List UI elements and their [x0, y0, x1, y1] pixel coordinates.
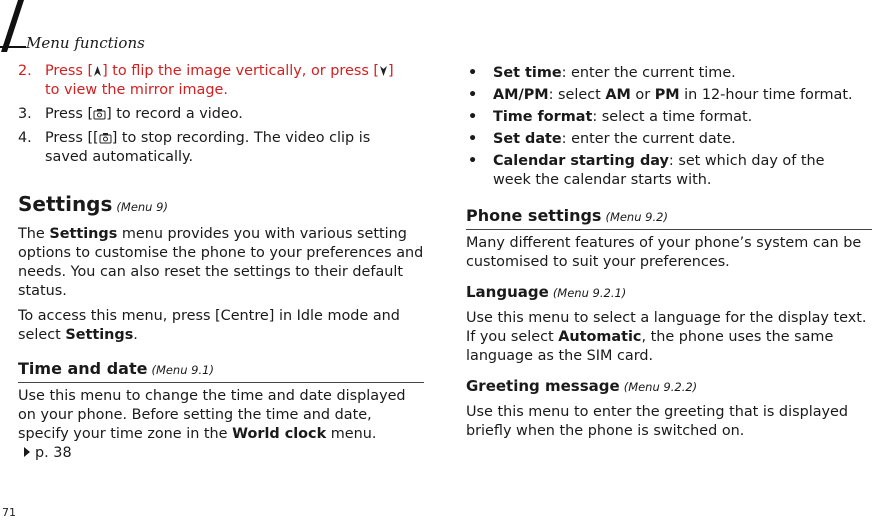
bullet-set-date	[466, 130, 872, 149]
settings-heading	[18, 192, 424, 217]
bullet-term: Calendar starting day	[493, 153, 669, 169]
text: menu provides you with various setting options to customise the phone to your preferences and needs. You can also reset the settings to their default status.	[18, 226, 424, 299]
bullet-dot: •	[468, 153, 478, 169]
header-slash-mark	[0, 0, 26, 52]
language-heading	[466, 283, 872, 303]
step-number: 4.	[18, 130, 32, 146]
time-date-paragraph	[18, 387, 424, 463]
bullet-term: Set date	[493, 131, 562, 147]
bullet-dot: •	[468, 131, 478, 147]
step-text: ] to record a video.	[106, 106, 243, 122]
bullet-text: : select a time format.	[592, 109, 753, 125]
bullet-text: : enter the current time.	[561, 65, 736, 81]
settings-paragraph-2	[18, 307, 424, 345]
right-column	[466, 64, 872, 441]
cross-reference[interactable]	[18, 445, 72, 461]
bullet-am-pm	[466, 86, 872, 105]
heading-text: Phone settings	[466, 206, 602, 225]
camera-key-icon	[99, 132, 112, 144]
arrow-right-icon	[24, 447, 30, 457]
left-column	[18, 62, 424, 463]
step-number: 2.	[18, 63, 32, 79]
bullet-term: Set time	[493, 65, 562, 81]
text: .	[133, 327, 138, 343]
step-3	[18, 105, 424, 124]
step-4	[18, 129, 424, 167]
bullet-term: Time format	[493, 109, 593, 125]
menu-ref: (Menu 9.2.1)	[552, 286, 627, 300]
menu-ref: (Menu 9)	[116, 200, 168, 214]
bullet-text: : set which day of the week the calendar starts with.	[493, 153, 825, 188]
phone-settings-heading	[466, 206, 872, 230]
settings-paragraph-1	[18, 225, 424, 301]
step-text: to view the mirror image.	[45, 82, 228, 98]
text: The	[18, 226, 50, 242]
bullet-set-time	[466, 64, 872, 83]
bold-text: PM	[654, 87, 680, 103]
text: Use this menu to select a language for the display text. If you select	[466, 310, 867, 345]
heading-text: Time and date	[18, 359, 148, 378]
greeting-message-heading	[466, 377, 872, 397]
bullet-dot: •	[468, 109, 478, 125]
step-2	[18, 62, 424, 100]
bold-text: Settings	[49, 226, 118, 242]
page-ref: p. 38	[35, 445, 72, 461]
bullet-dot: •	[468, 65, 478, 81]
bold-text: World clock	[232, 426, 327, 442]
text: To access this menu, press [Centre] in Idle mode and select	[18, 308, 400, 343]
bullet-text: : enter the current date.	[561, 131, 736, 147]
text: , the phone uses the same language as the SIM card.	[466, 329, 834, 364]
bullet-text: : select	[548, 87, 606, 103]
menu-ref: (Menu 9.2.2)	[623, 380, 698, 394]
text: Use this menu to change the time and date displayed on your phone. Before setting the time and date, specify your time zone in the	[18, 388, 406, 442]
page-number: 71	[2, 506, 16, 519]
page-header-title: Menu functions	[26, 34, 145, 52]
step-text: saved automatically.	[45, 149, 194, 165]
step-text: Press [	[45, 63, 94, 79]
step-text: Press [	[45, 106, 94, 122]
heading-text: Language	[466, 283, 549, 301]
menu-ref: (Menu 9.1)	[151, 363, 214, 377]
bold-text: AM	[605, 87, 631, 103]
time-date-heading	[18, 359, 424, 383]
language-paragraph	[466, 309, 872, 366]
bold-text: Automatic	[558, 329, 642, 345]
step-text: ] to stop recording. The video clip is	[111, 130, 371, 146]
heading-text: Settings	[18, 192, 113, 216]
down-key-icon	[379, 65, 388, 77]
text: menu.	[326, 426, 377, 442]
step-text: ]	[388, 63, 394, 79]
bullet-dot: •	[468, 87, 478, 103]
step-text: ] to flip the image vertically, or press [	[102, 63, 380, 79]
heading-text: Greeting message	[466, 377, 620, 395]
bold-text: Settings	[65, 327, 134, 343]
bullet-text: or	[630, 87, 655, 103]
bullet-time-format	[466, 108, 872, 127]
greeting-message-paragraph: Use this menu to enter the greeting that is displayed briefly when the phone is switched on.	[466, 404, 849, 439]
bullet-text: in 12-hour time format.	[679, 87, 853, 103]
bullet-calendar-starting-day	[466, 152, 853, 190]
bullet-term: AM/PM	[493, 87, 549, 103]
menu-ref: (Menu 9.2)	[605, 210, 668, 224]
step-text: Press [[	[45, 130, 99, 146]
step-number: 3.	[18, 106, 32, 122]
phone-settings-paragraph: Many different features of your phone’s system can be customised to suit your preferences.	[466, 235, 862, 270]
up-key-icon	[93, 65, 102, 77]
camera-key-icon	[93, 108, 106, 120]
